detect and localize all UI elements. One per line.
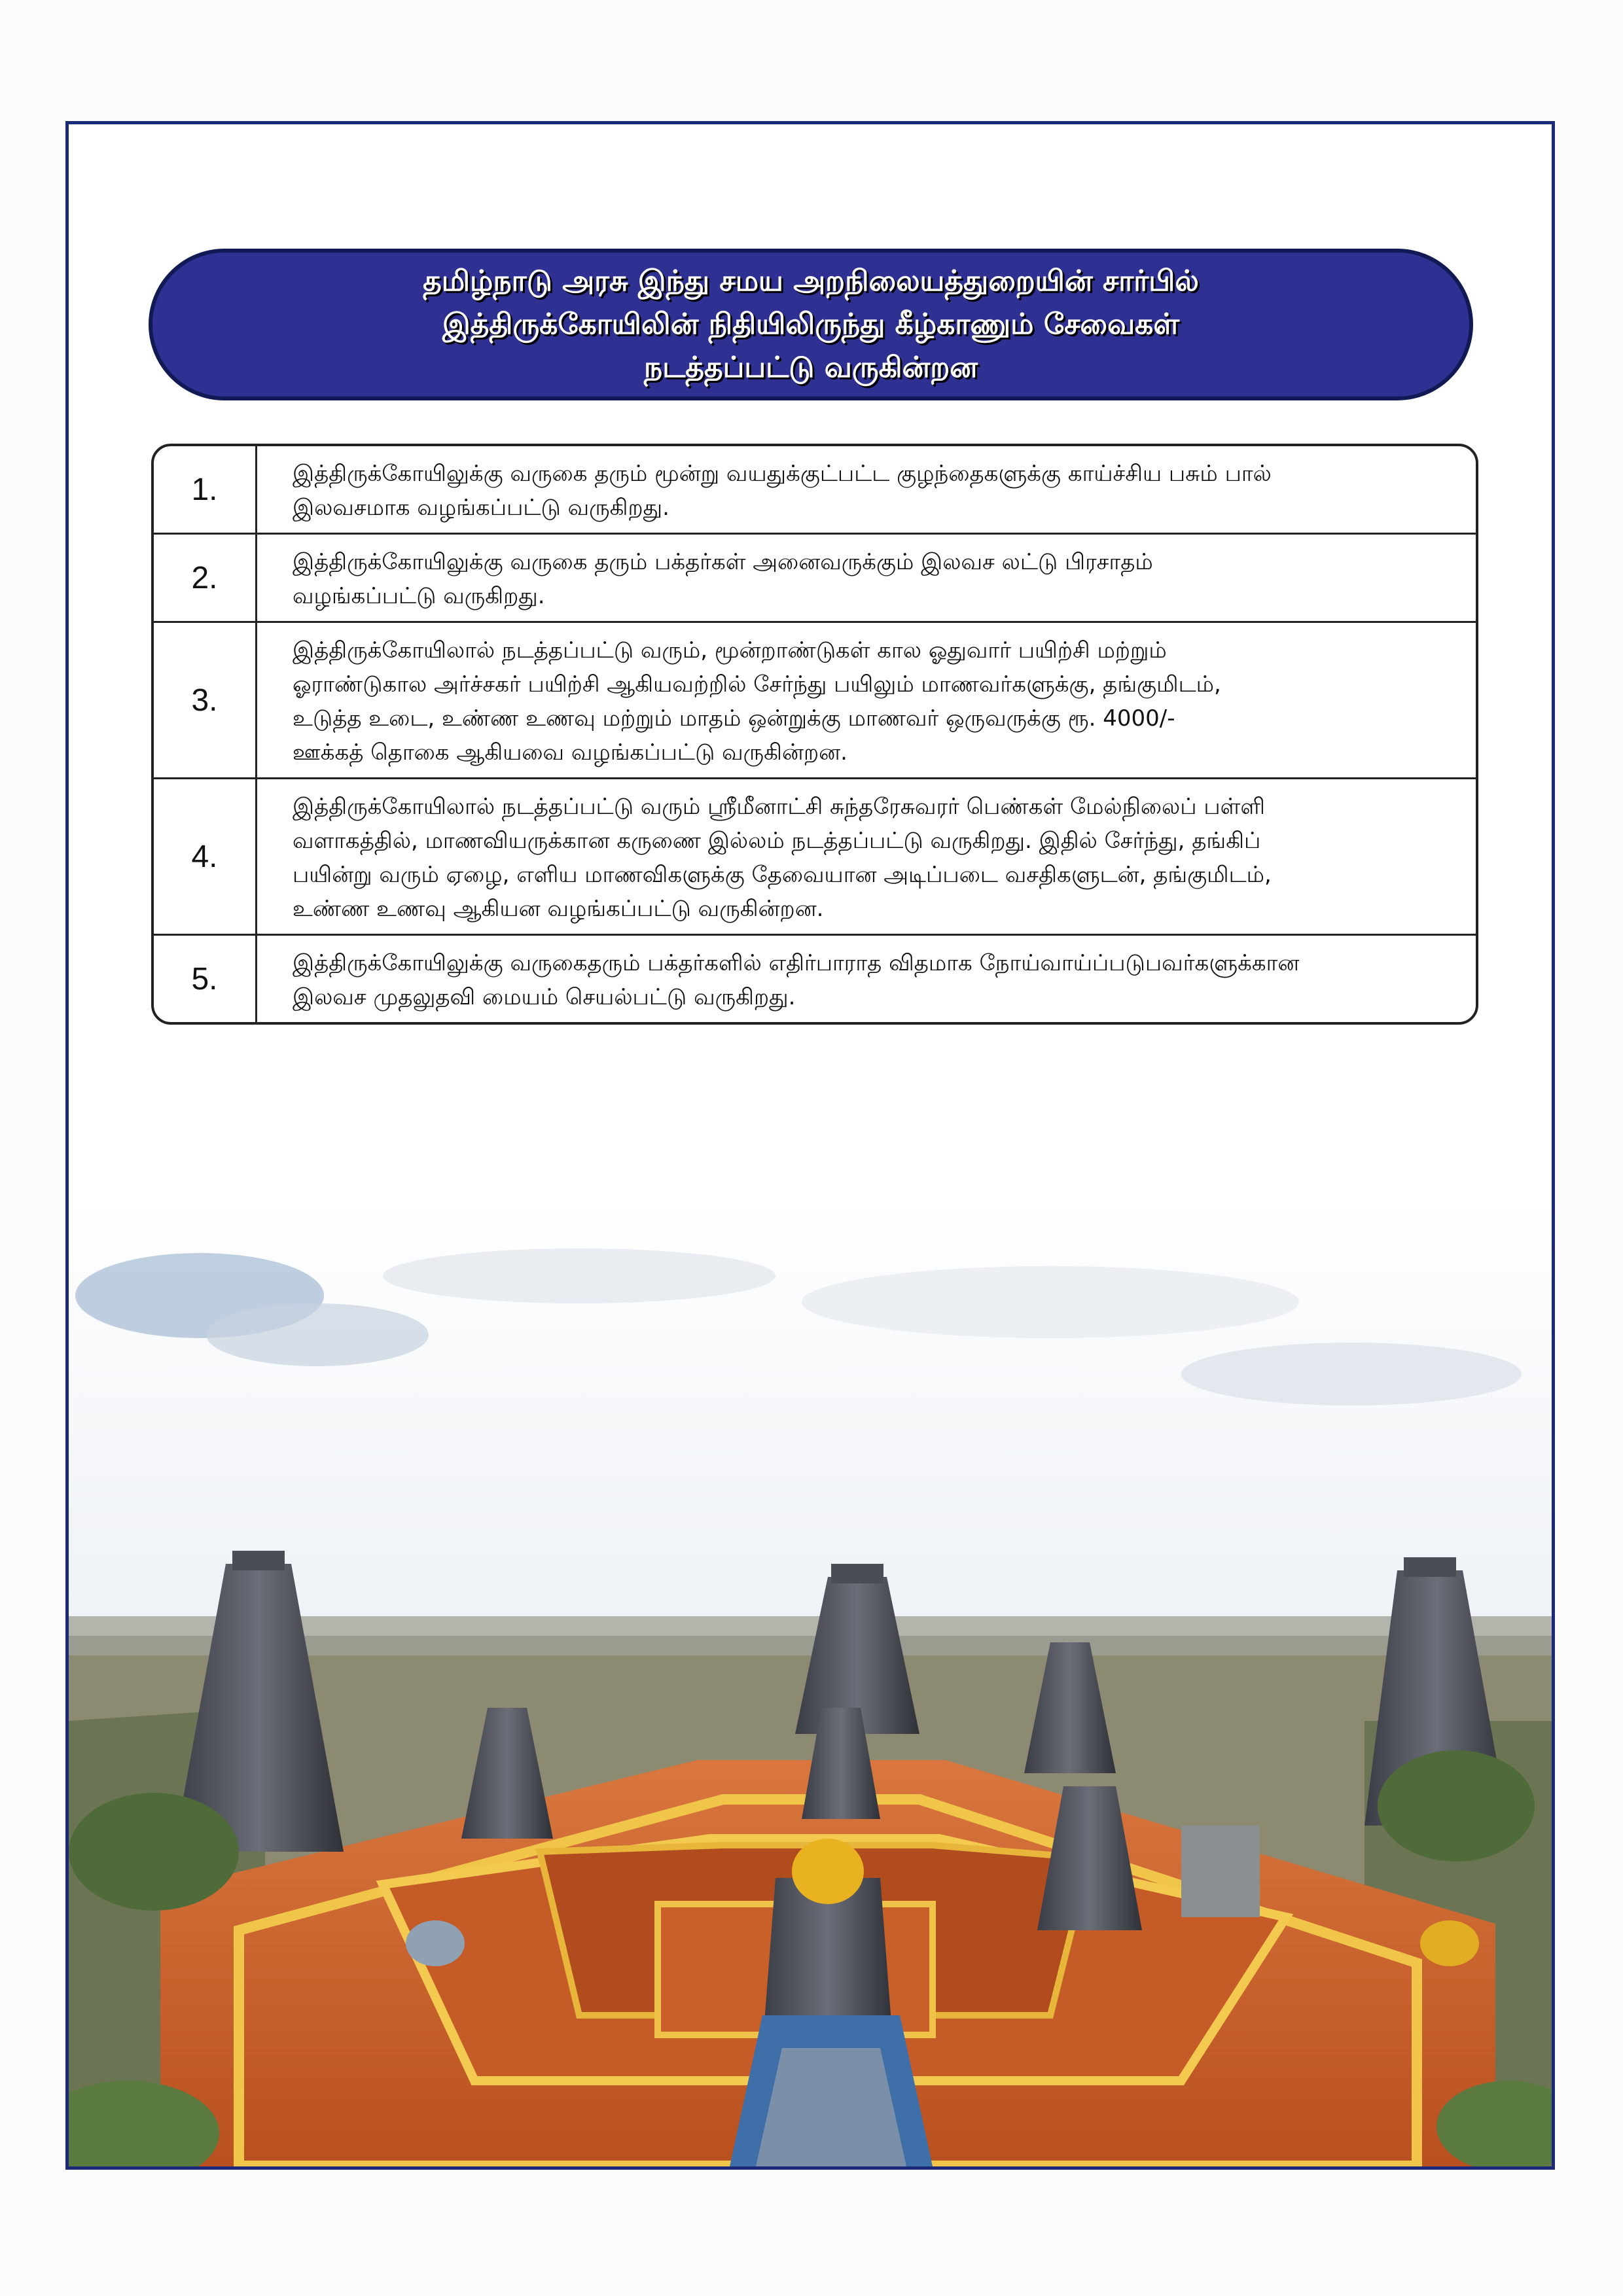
table-row: [154, 446, 1476, 533]
services-table: [151, 444, 1478, 1025]
row-text-line: இத்திருக்கோயிலால் நடத்தப்பட்டு வரும், மூன்றாண்டுகள் கால ஓதுவார் பயிற்சி மற்றும்: [293, 637, 1167, 663]
row-number: 2.: [154, 535, 257, 621]
banner-line-3: நடத்தப்பட்டு வருகின்றன: [644, 351, 978, 384]
row-text-line: இத்திருக்கோயிலுக்கு வருகைதரும் பக்தர்களில் எதிர்பாராத விதமாக நோய்வாய்ப்படுபவர்களுக்கான: [293, 950, 1300, 976]
table-row: [154, 934, 1476, 1022]
row-number: 1.: [154, 446, 257, 533]
row-text: [257, 779, 1476, 934]
row-text: [257, 623, 1476, 777]
row-text-line: இத்திருக்கோயிலுக்கு வருகை தரும் பக்தர்கள் அனைவருக்கும் இலவச லட்டு பிரசாதம்: [293, 549, 1153, 575]
row-text-line: ஊக்கத் தொகை ஆகியவை வழங்கப்பட்டு வருகின்றன.: [293, 739, 847, 766]
row-text-line: உண்ண உணவு ஆகியன வழங்கப்பட்டு வருகின்றன.: [293, 896, 824, 922]
row-text-line: இத்திருக்கோயிலுக்கு வருகை தரும் மூன்று வயதுக்குட்பட்ட குழந்தைகளுக்கு காய்ச்சிய பசும் பால்: [293, 461, 1272, 487]
banner-line-2: இத்திருக்கோயிலின் நிதியிலிருந்து கீழ்காணும் சேவைகள்: [442, 308, 1180, 341]
title-banner: [149, 249, 1473, 400]
row-text: [257, 446, 1476, 533]
banner-line-1: தமிழ்நாடு அரசு இந்து சமய அறநிலையத்துறையின் சார்பில்: [423, 264, 1199, 298]
row-number: 5.: [154, 936, 257, 1022]
row-text-line: ஓராண்டுகால அர்ச்சகர் பயிற்சி ஆகியவற்றில் சேர்ந்து பயிலும் மாணவர்களுக்கு, தங்குமிடம்,: [293, 671, 1221, 698]
row-text-line: இத்திருக்கோயிலால் நடத்தப்பட்டு வரும் ஸ்ரீமீனாட்சி சுந்தரேசுவரர் பெண்கள் மேல்நிலைப் பள்ளி: [293, 794, 1265, 820]
row-text-line: இலவச முதலுதவி மையம் செயல்பட்டு வருகிறது.: [293, 984, 796, 1010]
row-text-line: வழங்கப்பட்டு வருகிறது.: [293, 583, 545, 609]
temple-aerial-photo: [69, 1197, 1552, 2166]
row-text: [257, 535, 1476, 621]
row-text-line: பயின்று வரும் ஏழை, எளிய மாணவிகளுக்கு தேவையான அடிப்படை வசதிகளுடன், தங்குமிடம்,: [293, 862, 1272, 888]
table-row: [154, 777, 1476, 934]
row-text-line: உடுத்த உடை, உண்ண உணவு மற்றும் மாதம் ஒன்றுக்கு மாணவர் ஒருவருக்கு ரூ. 4000/-: [293, 705, 1175, 732]
page-frame: [65, 121, 1555, 2170]
table-row: [154, 533, 1476, 621]
row-number: 4.: [154, 779, 257, 934]
table-row: [154, 621, 1476, 777]
row-number: 3.: [154, 623, 257, 777]
row-text-line: இலவசமாக வழங்கப்பட்டு வருகிறது.: [293, 495, 669, 521]
row-text: [257, 936, 1476, 1022]
row-text-line: வளாகத்தில், மாணவியருக்கான கருணை இல்லம் நடத்தப்பட்டு வருகிறது. இதில் சேர்ந்து, தங்கிப்: [293, 828, 1261, 854]
